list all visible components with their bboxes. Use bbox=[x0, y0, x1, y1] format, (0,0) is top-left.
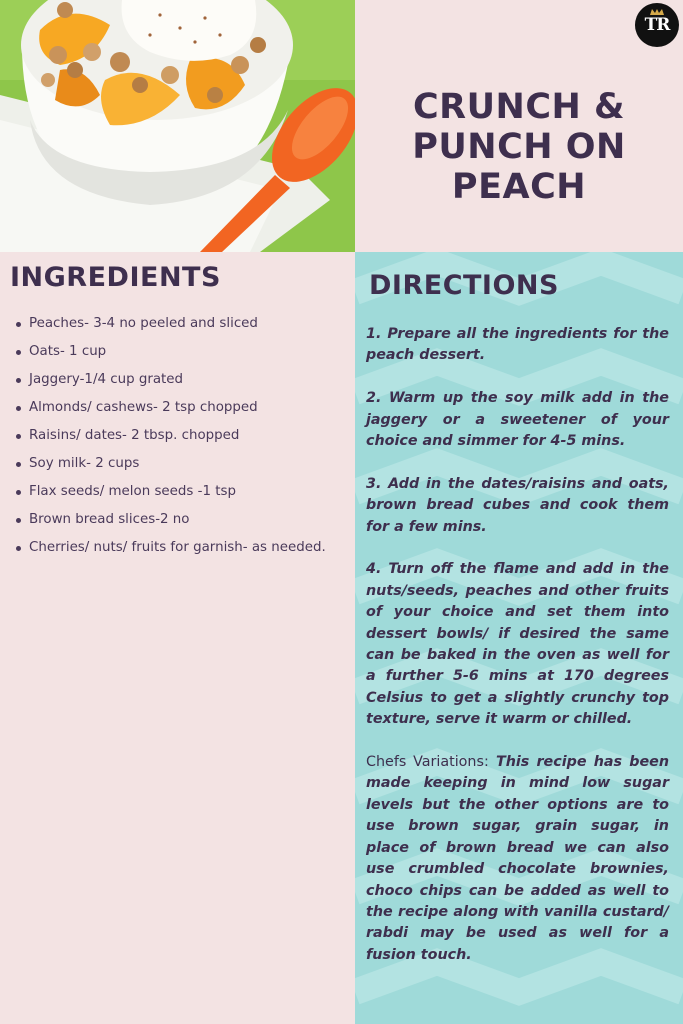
direction-step: 4. Turn off the flame and add in the nuts/seeds, peaches and other fruits of your choice and set them into dessert bowls/ if desired the same can be baked in the oven as well for a further 5-6 mins at 170 degrees Celsius to get a slightly crunchy top texture, serve it warm or chilled. bbox=[366, 561, 669, 728]
direction-step: 1. Prepare all the ingredients for the peach dessert. bbox=[366, 326, 669, 364]
directions-body bbox=[366, 324, 669, 988]
chef-variations-label: Chefs Variations: bbox=[366, 754, 489, 771]
dessert-photo bbox=[0, 0, 355, 252]
direction-step: 3. Add in the dates/raisins and oats, brown bread cubes and cook them for a few mins. bbox=[366, 475, 669, 535]
direction-step: 2. Warm up the soy milk add in the jaggery or a sweetener of your choice and simmer for 4-5 mins. bbox=[366, 390, 669, 450]
ingredients-list bbox=[14, 310, 344, 562]
chef-variations-text: This recipe has been made keeping in mind low sugar levels but the other options are to use brown sugar, grain sugar, in place of brown bread we can also use crumbled chocolate brownies, choco chips can be added as well to the recipe along with vanilla custard/ rabdi may be used as well for a fusion touch. bbox=[366, 754, 670, 963]
chef-variations bbox=[366, 752, 669, 966]
ingredient-item: Almonds/ cashews- 2 tsp chopped bbox=[14, 394, 344, 422]
ingredient-item: Peaches- 3-4 no peeled and sliced bbox=[14, 310, 344, 338]
ingredient-item: Brown bread slices-2 no bbox=[14, 506, 344, 534]
ingredients-panel bbox=[0, 252, 355, 1024]
title-panel bbox=[355, 0, 683, 252]
ingredient-item: Flax seeds/ melon seeds -1 tsp bbox=[14, 478, 344, 506]
ingredient-item: Oats- 1 cup bbox=[14, 338, 344, 366]
brand-logo bbox=[635, 3, 679, 47]
directions-heading: DIRECTIONS bbox=[369, 270, 559, 301]
ingredients-heading: INGREDIENTS bbox=[10, 262, 221, 293]
peach-dessert-illustration bbox=[0, 0, 355, 252]
ingredient-item: Soy milk- 2 cups bbox=[14, 450, 344, 478]
ingredient-item: Raisins/ dates- 2 tbsp. chopped bbox=[14, 422, 344, 450]
crown-icon bbox=[650, 9, 664, 15]
ingredient-item: Cherries/ nuts/ fruits for garnish- as needed. bbox=[14, 534, 344, 562]
recipe-title: CRUNCH & PUNCH ON PEACH bbox=[412, 87, 626, 208]
ingredient-item: Jaggery-1/4 cup grated bbox=[14, 366, 344, 394]
logo-text: TR bbox=[644, 15, 670, 35]
directions-panel bbox=[355, 252, 683, 1024]
